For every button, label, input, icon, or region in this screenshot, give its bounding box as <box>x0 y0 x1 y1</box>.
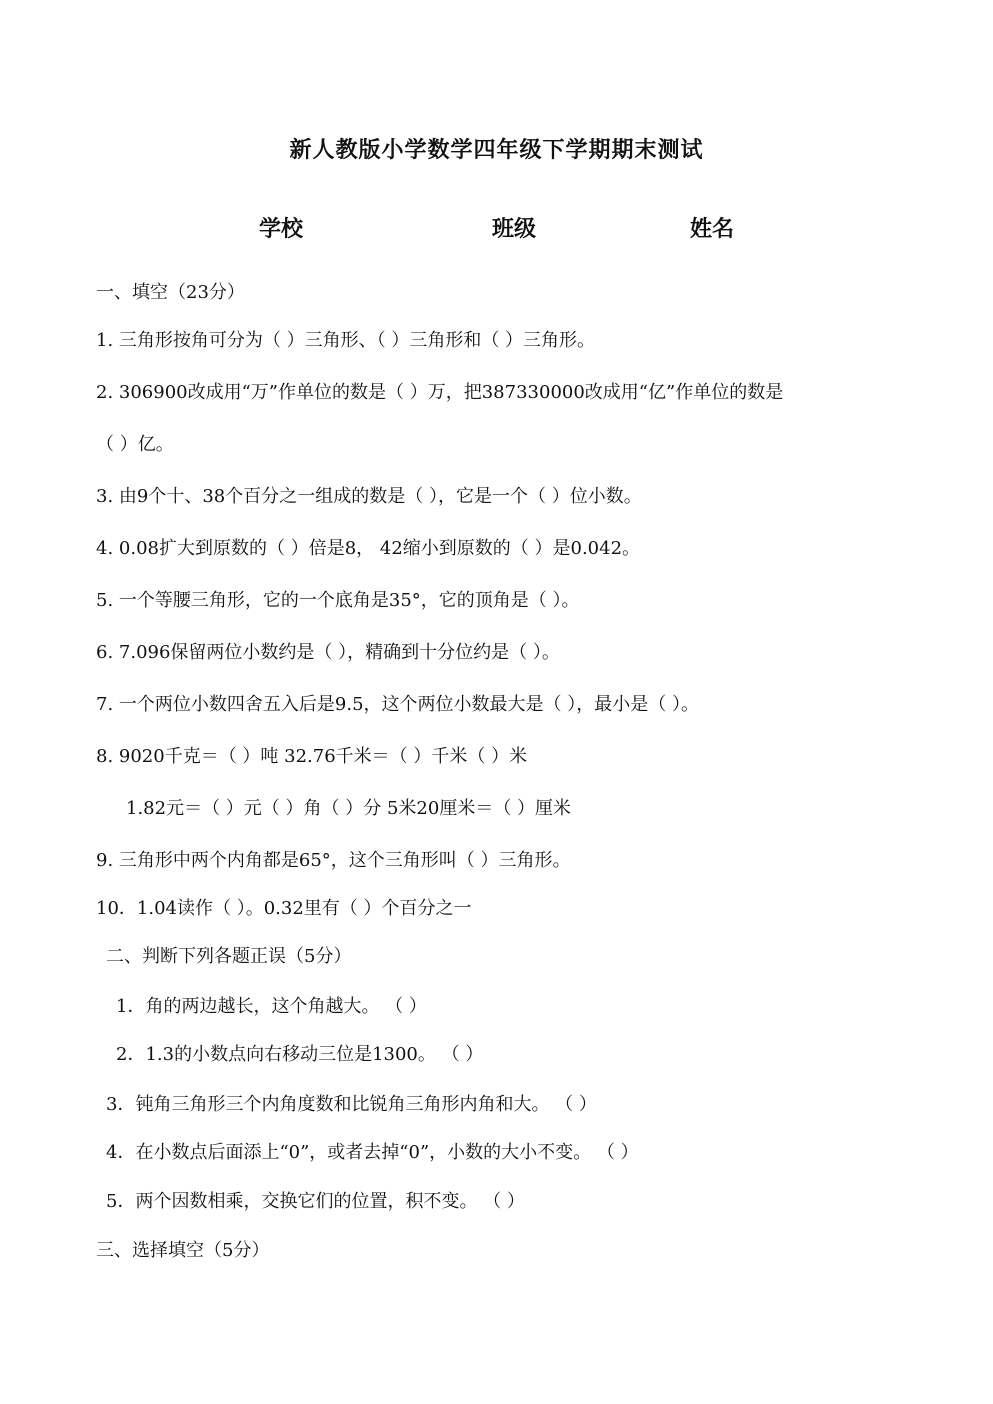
section-heading-fill-blank: 一、填空（23分） <box>96 282 245 303</box>
question-2-continued: （ ）亿。 <box>96 434 174 455</box>
question-10: 10．1.04读作（ ）。0.32里有（ ）个百分之一 <box>96 898 472 919</box>
section-heading-true-false: 二、判断下列各题正误（5分） <box>106 946 352 967</box>
question-8-continued: 1.82元＝（ ）元（ ）角（ ）分 5米20厘米＝（ ）厘米 <box>126 798 572 819</box>
question-8: 8. 9020千克＝（ ）吨 32.76千米＝（ ）千米（ ）米 <box>96 746 528 767</box>
question-6: 6. 7.096保留两位小数约是（ ），精确到十分位约是（ ）。 <box>96 642 560 663</box>
judge-item-2: 2．1.3的小数点向右移动三位是1300。 （ ） <box>116 1044 484 1065</box>
question-7: 7. 一个两位小数四舍五入后是9.5，这个两位小数最大是（ ），最小是（ ）。 <box>96 694 699 715</box>
judge-item-4: 4．在小数点后面添上“0”，或者去掉“0”，小数的大小不变。 （ ） <box>106 1142 639 1163</box>
document-title: 新人教版小学数学四年级下学期期末测试 <box>289 137 704 163</box>
question-1: 1. 三角形按角可分为（ ）三角形、（ ）三角形和（ ）三角形。 <box>96 330 596 351</box>
question-2: 2. 306900改成用“万”作单位的数是（ ）万，把387330000改成用“亿”作单位的数是 <box>96 382 784 403</box>
section-heading-multiple-choice: 三、选择填空（5分） <box>96 1240 270 1261</box>
name-label: 姓名 <box>690 216 735 242</box>
question-9: 9. 三角形中两个内角都是65°，这个三角形叫（ ）三角形。 <box>96 850 571 871</box>
judge-item-3: 3．钝角三角形三个内角度数和比锐角三角形内角和大。 （ ） <box>106 1094 597 1115</box>
question-3: 3. 由9个十、38个百分之一组成的数是（ ），它是一个（ ）位小数。 <box>96 486 642 507</box>
school-label: 学校 <box>259 216 304 242</box>
question-4: 4. 0.08扩大到原数的（ ）倍是8， 42缩小到原数的（ ）是0.042。 <box>96 538 641 559</box>
class-label: 班级 <box>492 216 537 242</box>
judge-item-1: 1．角的两边越长，这个角越大。 （ ） <box>116 996 427 1017</box>
question-5: 5. 一个等腰三角形，它的一个底角是35°，它的顶角是（ ）。 <box>96 590 580 611</box>
judge-item-5: 5．两个因数相乘，交换它们的位置，积不变。 （ ） <box>106 1191 525 1212</box>
